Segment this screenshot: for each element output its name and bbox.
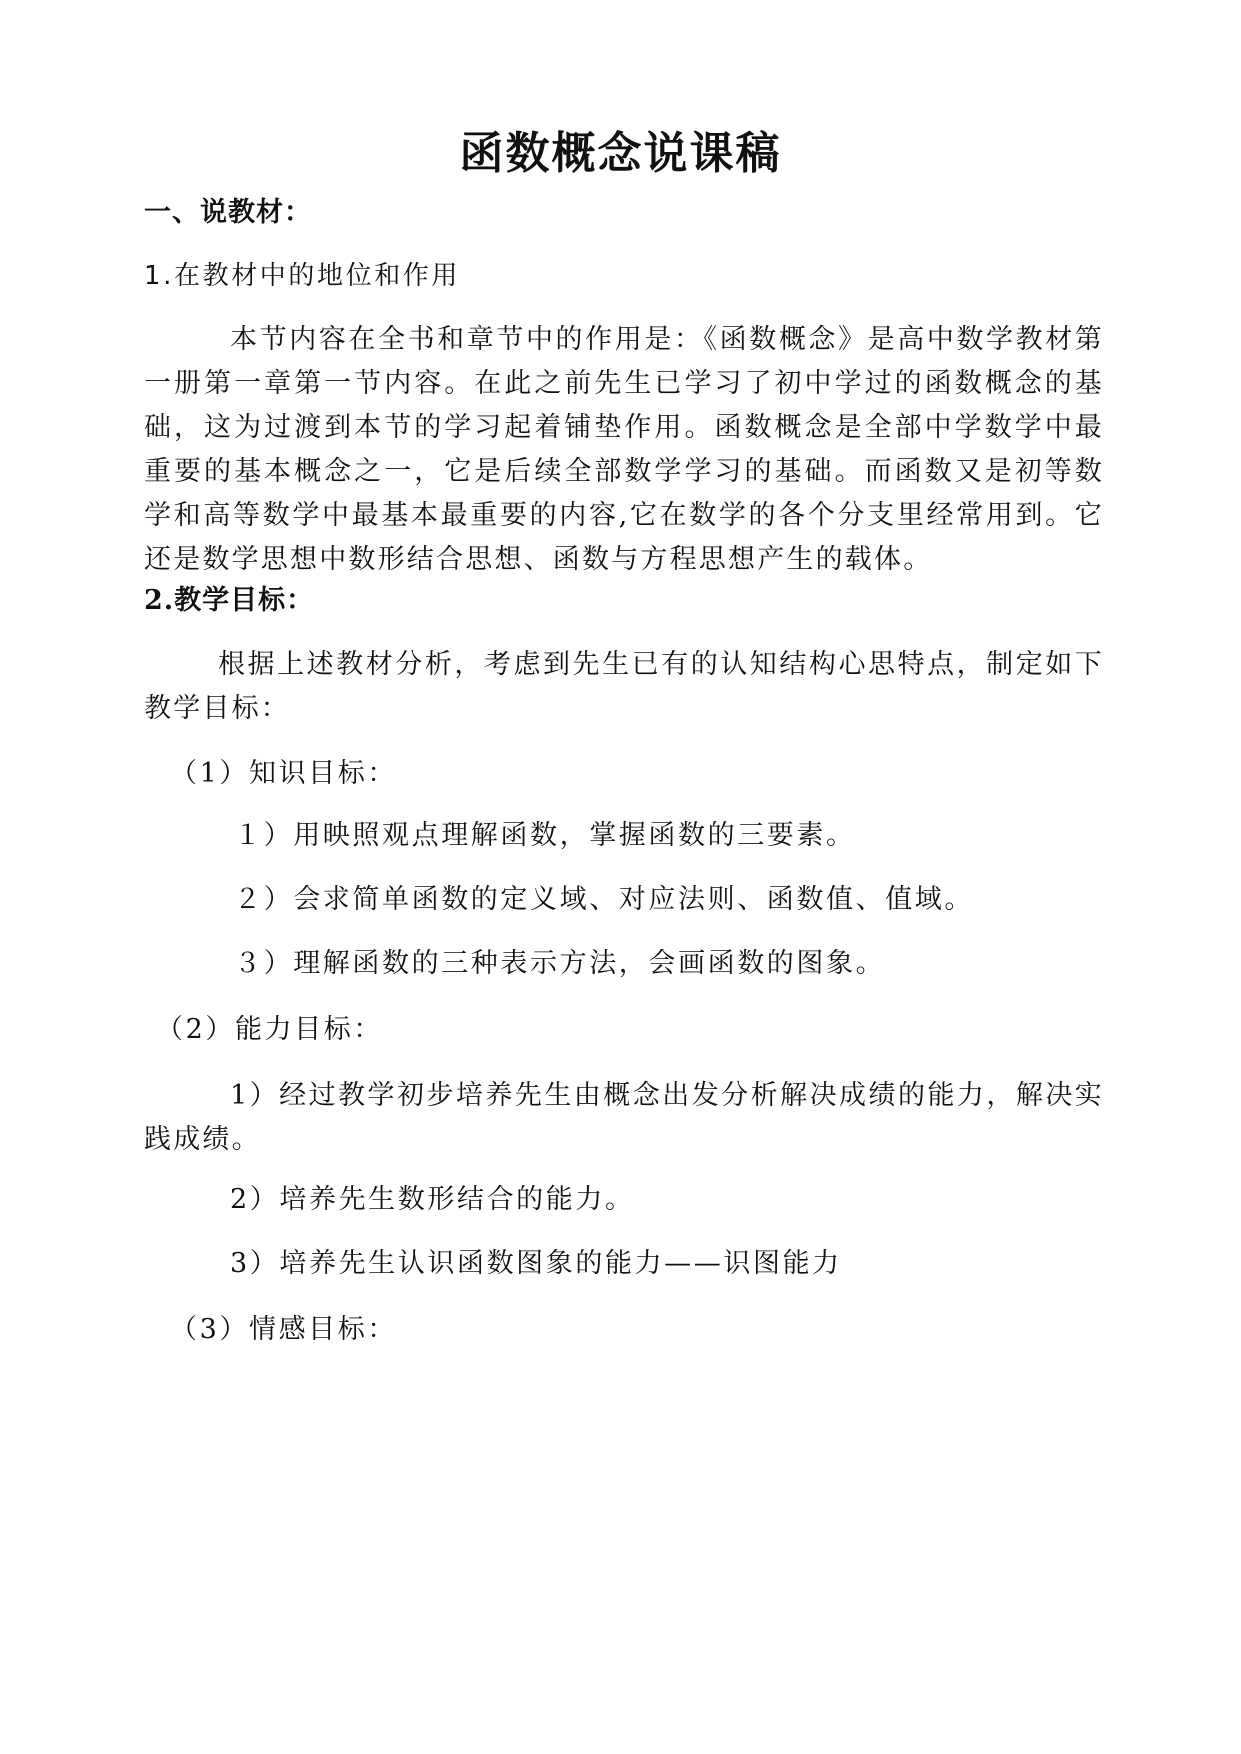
ability-goal-item: 2）培养先生数形结合的能力。 (230, 1184, 635, 1215)
section-heading-teaching-material: 一、说教材： (144, 197, 312, 228)
subsection-heading-position-role: 1.在教材中的地位和作用 (144, 261, 461, 291)
knowledge-goal-item: ３）理解函数的三种表示方法，会画函数的图象。 (234, 948, 886, 979)
document-title: 函数概念说课稿 (459, 128, 782, 179)
ability-goal-item: 1）经过教学初步培养先生由概念出发分析解决成绩的能力，解决实践成绩。 (144, 1080, 1104, 1155)
paragraph-teaching-goals-intro: 根据上述教材分析，考虑到先生已有的认知结构心思特点，制定如下教学目标： (144, 649, 1104, 724)
ability-goal-heading: （2）能力目标： (156, 1014, 383, 1045)
knowledge-goal-item: ２）会求简单函数的定义域、对应法则、函数值、值域。 (234, 884, 974, 915)
subsection-heading-teaching-goals: 2.教学目标： (144, 585, 315, 616)
ability-goal-item: 3）培养先生认识函数图象的能力——识图能力 (230, 1248, 842, 1279)
knowledge-goal-item: １）用映照观点理解函数，掌握函数的三要素。 (234, 820, 856, 851)
emotion-goal-heading: （3）情感目标： (170, 1314, 397, 1345)
knowledge-goal-heading: （1）知识目标： (170, 758, 397, 789)
paragraph-position-role: 本节内容在全书和章节中的作用是：《函数概念》是高中数学教材第一册第一章第一节内容。在此之前先生已学习了初中学过的函数概念的基础，这为过渡到本节的学习起着铺垫作用。函数概念是全部中学数学中最重要的基本概念之一，它是后续全部数学学习的基础。而函数又是初等数学和高等数学中最基本最重要的内容,它在数学的各个分支里经常用到。它还是数学思想中数形结合思想、函数与方程思想产生的载体。 (144, 324, 1104, 575)
